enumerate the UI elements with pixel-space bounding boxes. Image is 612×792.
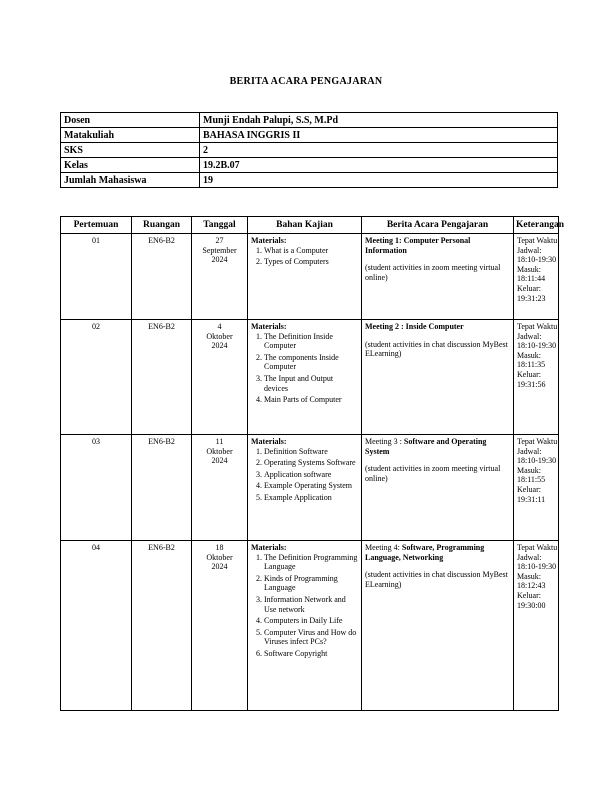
- meeting-topic: Software and Operating System: [365, 437, 487, 456]
- header-berita-acara: Berita Acara Pengajaran: [362, 217, 514, 234]
- meeting-title: [365, 236, 510, 255]
- remarks-line: Jadwal:: [517, 331, 542, 341]
- meeting-title: [365, 543, 510, 562]
- remarks-line: Masuk:: [517, 350, 541, 360]
- materials-item: 1. Definition Software: [264, 447, 358, 457]
- activity-note: (student activities in chat discussion MyBest ELearning): [365, 339, 508, 359]
- info-value: Munji Endah Palupi, S.S, M.Pd: [200, 113, 558, 128]
- remarks-line: Tepat Waktu: [517, 543, 558, 552]
- materials-cell: [248, 541, 362, 711]
- date-cell: [192, 320, 248, 435]
- meeting-title: [365, 437, 510, 456]
- materials-item: 4. Main Parts of Computer: [264, 395, 358, 405]
- meeting-topic: Software, Programming Language, Networking: [365, 543, 485, 562]
- materials-item: 1. What is a Computer: [264, 246, 358, 256]
- info-value: BAHASA INGGRIS II: [200, 128, 558, 143]
- meeting-number: 01: [61, 234, 132, 320]
- meeting-number: 04: [61, 541, 132, 711]
- date-part: Oktober: [206, 331, 233, 341]
- info-label: SKS: [61, 143, 200, 158]
- materials-item: 3. The Input and Output devices: [264, 374, 358, 393]
- date-part: 18: [215, 543, 224, 552]
- meeting-title: [365, 322, 510, 332]
- info-row: [61, 158, 558, 173]
- info-row: [61, 173, 558, 188]
- header-ruangan: Ruangan: [132, 217, 192, 234]
- materials-list: [251, 246, 358, 267]
- materials-item: 5. Example Application: [264, 493, 358, 503]
- teaching-report-cell: [362, 320, 514, 435]
- materials-item: 4. Computers in Daily Life: [264, 616, 358, 626]
- table-header-row: [61, 217, 559, 234]
- materials-cell: [248, 435, 362, 541]
- materials-item: 2. Types of Computers: [264, 257, 358, 267]
- remarks-line: Tepat Waktu: [517, 322, 558, 331]
- remarks-line: Masuk:: [517, 571, 541, 581]
- header-bahan-kajian: Bahan Kajian: [248, 217, 362, 234]
- meeting-prefix: Meeting 4:: [365, 543, 400, 552]
- materials-item: 2. The components Inside Computer: [264, 353, 358, 372]
- materials-label: Materials:: [251, 322, 287, 331]
- document-title: BERITA ACARA PENGAJARAN: [229, 76, 383, 87]
- materials-cell: [248, 320, 362, 435]
- info-label: Matakuliah: [61, 128, 200, 143]
- date-part: Oktober: [206, 552, 233, 562]
- materials-label: Materials:: [251, 236, 287, 245]
- meeting-prefix: Meeting 1:: [365, 236, 402, 245]
- materials-item: 5. Computer Virus and How do Viruses infect PCs?: [264, 628, 358, 647]
- header-pertemuan: Pertemuan: [61, 217, 132, 234]
- info-label: Kelas: [61, 158, 200, 173]
- info-value: 19: [200, 173, 558, 188]
- date-cell: [192, 541, 248, 711]
- materials-item: 4. Example Operating System: [264, 481, 358, 491]
- materials-label: Materials:: [251, 437, 287, 446]
- info-row: [61, 128, 558, 143]
- date-part: September: [202, 245, 237, 255]
- date-part: 27: [215, 236, 224, 245]
- remarks-line: Keluar:: [517, 590, 541, 600]
- remarks-line: 18:10-19:30: [517, 456, 557, 466]
- remarks-line: 18:11:44: [517, 274, 546, 284]
- activity-note: (student activities in zoom meeting virtual online): [365, 263, 501, 282]
- activity-note: (student activities in chat discussion MyBest ELearning): [365, 570, 508, 589]
- remarks-line: 18:10-19:30: [517, 255, 557, 265]
- remarks-line: 18:11:35: [517, 360, 546, 370]
- date-cell: [192, 435, 248, 541]
- remarks-line: Keluar:: [517, 369, 541, 379]
- date-part: 2024: [211, 456, 228, 466]
- remarks-line: 18:10-19:30: [517, 562, 557, 572]
- info-label: Jumlah Mahasiswa: [61, 173, 200, 188]
- info-label: Dosen: [61, 113, 200, 128]
- remarks-line: Tepat Waktu: [517, 437, 558, 446]
- remarks-line: Keluar:: [517, 484, 541, 494]
- remarks-line: Jadwal:: [517, 245, 542, 255]
- room: EN6-B2: [132, 320, 192, 435]
- teaching-report-cell: [362, 435, 514, 541]
- remarks-cell: [514, 541, 559, 711]
- date-part: 2024: [211, 341, 228, 351]
- materials-list: [251, 553, 358, 659]
- remarks-line: 19:30:00: [517, 600, 546, 610]
- date-cell: [192, 234, 248, 320]
- materials-item: 2. Operating Systems Software: [264, 458, 358, 468]
- room: EN6-B2: [132, 435, 192, 541]
- materials-list: [251, 332, 358, 405]
- date-part: 11: [215, 437, 224, 446]
- header-tanggal: Tanggal: [192, 217, 248, 234]
- remarks-cell: [514, 320, 559, 435]
- info-row: [61, 143, 558, 158]
- date-part: 4: [217, 322, 222, 331]
- date-part: 2024: [211, 562, 228, 572]
- remarks-line: Tepat Waktu: [517, 236, 558, 245]
- remarks-line: 19:31:56: [517, 379, 546, 389]
- remarks-line: 19:31:11: [517, 494, 546, 504]
- teaching-report-cell: [362, 234, 514, 320]
- meeting-topic: Computer Personal Information: [365, 236, 471, 255]
- meeting-prefix: Meeting 3 :: [365, 437, 402, 446]
- materials-item: 2. Kinds of Programming Language: [264, 574, 358, 593]
- materials-item: 1. The Definition Inside Computer: [264, 332, 358, 351]
- materials-cell: [248, 234, 362, 320]
- remarks-line: Masuk:: [517, 264, 541, 274]
- meeting-topic: Inside Computer: [405, 322, 464, 331]
- room: EN6-B2: [132, 541, 192, 711]
- remarks-cell: [514, 435, 559, 541]
- meeting-number: 03: [61, 435, 132, 541]
- materials-item: 3. Information Network and Use network: [264, 595, 358, 614]
- room: EN6-B2: [132, 234, 192, 320]
- teaching-schedule-table: [60, 216, 565, 711]
- remarks-line: Jadwal:: [517, 552, 542, 562]
- teaching-report-cell: [362, 541, 514, 711]
- table-row: [61, 320, 559, 435]
- remarks-line: 18:10-19:30: [517, 341, 557, 351]
- date-part: Oktober: [206, 446, 233, 456]
- remarks-line: 19:31:23: [517, 293, 546, 303]
- remarks-line: 18:12:43: [517, 581, 546, 591]
- materials-item: 6. Software Copyright: [264, 649, 358, 659]
- materials-list: [251, 447, 358, 503]
- header-keterangan: Keterangan: [514, 217, 559, 234]
- activity-note: (student activities in zoom meeting virtual online): [365, 464, 501, 483]
- info-value: 2: [200, 143, 558, 158]
- remarks-line: Jadwal:: [517, 446, 542, 456]
- remarks-line: Masuk:: [517, 465, 541, 475]
- meeting-prefix: Meeting 2 :: [365, 322, 404, 331]
- remarks-cell: [514, 234, 559, 320]
- table-row: [61, 234, 559, 320]
- date-part: 2024: [211, 255, 228, 265]
- table-row: [61, 435, 559, 541]
- materials-item: 3. Application software: [264, 470, 358, 480]
- info-row: [61, 113, 558, 128]
- materials-label: Materials:: [251, 543, 287, 552]
- table-row: [61, 541, 559, 711]
- remarks-line: Keluar:: [517, 283, 541, 293]
- materials-item: 1. The Definition Programming Language: [264, 553, 358, 572]
- remarks-line: 18:11:55: [517, 475, 546, 485]
- meeting-number: 02: [61, 320, 132, 435]
- info-value: 19.2B.07: [200, 158, 558, 173]
- course-info-table: [60, 112, 558, 188]
